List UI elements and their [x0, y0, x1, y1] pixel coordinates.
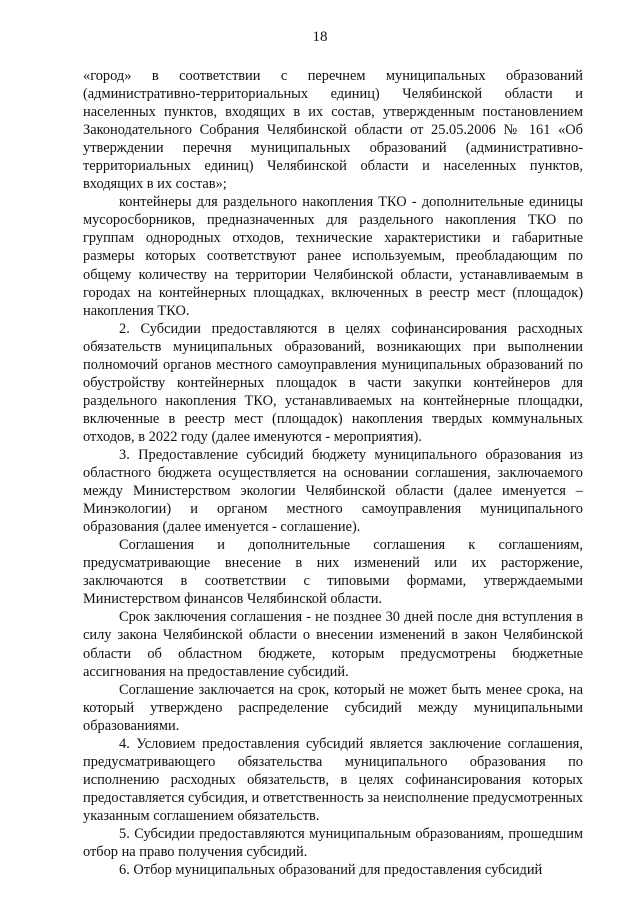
page-number: 18	[312, 29, 328, 45]
paragraph: Срок заключения соглашения - не позднее 30 дней после дня вступления в силу закона Челябинской области о внесении изменений в закон Челябинской области об областном бюджете, которым предусмотрены бюджетные ассигнования на предоставление субсидий.	[83, 609, 583, 680]
paragraph: 4. Условием предоставления субсидий является заключение соглашения, предусматривающего обязательства муниципального образования по исполнению расходных обязательств, в целях софинансирования которых предоставляется субсидия, и ответственность за неисполнение предусмотренных указанным соглашением обязательств.	[83, 735, 583, 824]
paragraph: контейнеры для раздельного накопления ТКО - дополнительные единицы мусоросборников, предназначенных для раздельного накопления ТКО по группам однородных отходов, технические характеристики и габаритные размеры которых соответствуют ранее используемым, преобладающим по общему количеству на территории Челябинской области, устанавливаемым в городах на контейнерных площадках, включенных в реестр мест (площадок) накопления ТКО.	[83, 194, 583, 319]
paragraph: 5. Субсидии предоставляются муниципальным образованиям, прошедшим отбор на право получения субсидий.	[83, 825, 583, 861]
paragraph: 2. Субсидии предоставляются в целях софинансирования расходных обязательств муниципальных образований, возникающих при выполнении полномочий органов местного самоуправления муниципальных образований по обустройству контейнерных площадок в части закупки контейнеров для раздельного накопления ТКО, устанавливаемых на контейнерные площадки, включенные в реестр мест (площадок) накопления твердых коммунальных отходов, в 2022 году (далее именуются - мероприятия).	[83, 320, 583, 445]
document-body	[83, 67, 583, 879]
paragraph: «город» в соответствии с перечнем муниципальных образований (административно-территориальных единиц) Челябинской области и населенных пунктов, входящих в их состав, утвержденным постановлением Законодательного Собрания Челябинской области от 25.05.2006 № 161 «Об утверждении перечня муниципальных образований (административно-территориальных единиц) Челябинской области и населенных пунктов, входящих в их состав»;	[83, 68, 583, 193]
paragraph: Соглашения и дополнительные соглашения к соглашениям, предусматривающие внесение в них изменений или их расторжение, заключаются в соответствии с типовыми формами, утверждаемыми Министерством финансов Челябинской области.	[83, 537, 583, 608]
paragraph: 6. Отбор муниципальных образований для предоставления субсидий	[119, 862, 543, 879]
paragraph: Соглашение заключается на срок, который не может быть менее срока, на который утверждено распределение субсидий между муниципальными образованиями.	[83, 681, 583, 734]
paragraph: 3. Предоставление субсидий бюджету муниципального образования из областного бюджета осуществляется на основании соглашения, заключаемого между Министерством экологии Челябинской области (далее именуется – Минэкологии) и органом местного самоуправления муниципального образования (далее именуется - соглашение).	[83, 446, 583, 536]
